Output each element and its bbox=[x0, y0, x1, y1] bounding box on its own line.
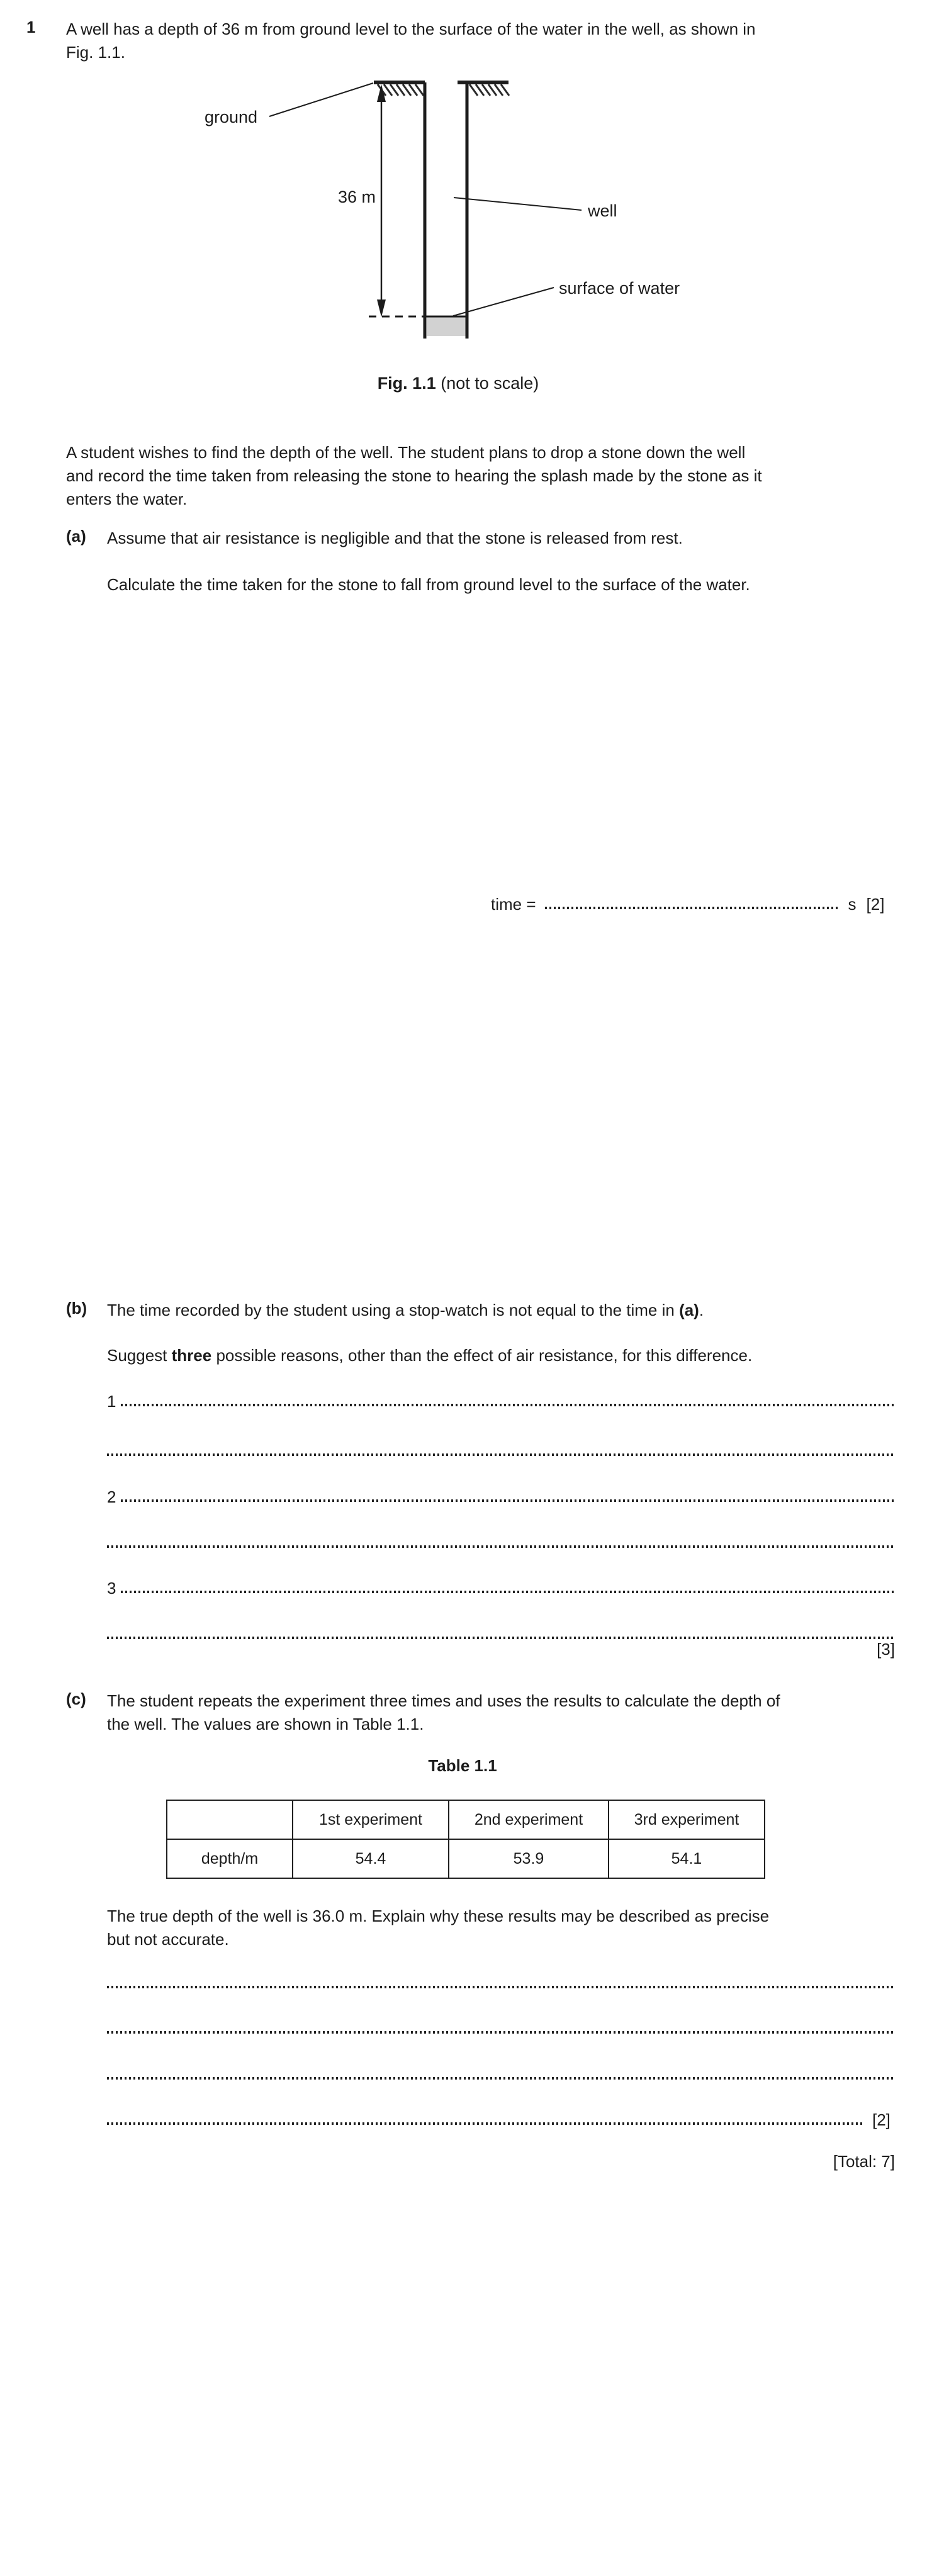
ground-label: ground bbox=[205, 108, 258, 126]
dotted-line bbox=[107, 1453, 895, 1456]
reason-2-line bbox=[107, 1486, 895, 1505]
answer-unit: s bbox=[848, 895, 857, 914]
dotted-line bbox=[107, 2031, 895, 2034]
reason-3-number: 3 bbox=[107, 1579, 116, 1598]
figure-caption-bold: Fig. 1.1 bbox=[377, 374, 436, 393]
setup-paragraph bbox=[66, 441, 909, 511]
part-b-statement-bold: (a) bbox=[679, 1301, 699, 1319]
well-leader-line bbox=[454, 198, 582, 210]
reason-3-line bbox=[107, 1577, 895, 1596]
ground-leader-line bbox=[269, 83, 373, 116]
ground-hatching-right bbox=[469, 84, 509, 96]
reason-2-continuation-line bbox=[107, 1532, 895, 1551]
intro-line-2: Fig. 1.1. bbox=[66, 43, 125, 62]
reason-1-number: 1 bbox=[107, 1392, 116, 1411]
surface-of-water-label: surface of water bbox=[559, 279, 680, 298]
part-c-question bbox=[107, 1905, 906, 1951]
part-c-question-line-1: The true depth of the well is 36.0 m. Explain why these results may be described as precise bbox=[107, 1907, 770, 1925]
setup-line-1: A student wishes to find the depth of the well. The student plans to drop a stone down the well bbox=[66, 443, 746, 462]
value-cell-1: 54.4 bbox=[293, 1839, 449, 1878]
part-c-intro-line-2: the well. The values are shown in Table 1.1. bbox=[107, 1715, 424, 1733]
part-c-intro-line-1: The student repeats the experiment three times and uses the results to calculate the depth of bbox=[107, 1691, 780, 1710]
part-a-marks: [2] bbox=[866, 895, 885, 914]
header-cell-2: 2nd experiment bbox=[449, 1800, 609, 1839]
table-title: Table 1.1 bbox=[428, 1756, 497, 1775]
part-b-label: (b) bbox=[66, 1299, 87, 1318]
ground-hatching-left bbox=[378, 84, 424, 96]
part-c-answer-line-3 bbox=[107, 2064, 895, 2083]
setup-line-2: and record the time taken from releasing the stone to hearing the splash made by the stone as it bbox=[66, 466, 762, 485]
part-a-answer-line bbox=[491, 893, 900, 912]
part-b-statement-post: . bbox=[699, 1301, 704, 1319]
dotted-line bbox=[121, 1404, 895, 1406]
question-number: 1 bbox=[26, 18, 36, 36]
dotted-line bbox=[121, 1591, 895, 1593]
intro-line-1: A well has a depth of 36 m from ground level to the surface of the water in the well, as shown in bbox=[66, 20, 756, 38]
results-table bbox=[166, 1800, 765, 1879]
dotted-line bbox=[107, 1986, 895, 1988]
dotted-line bbox=[107, 1637, 895, 1639]
well-figure bbox=[189, 74, 724, 414]
empty-header-cell bbox=[167, 1800, 293, 1839]
value-cell-3: 54.1 bbox=[609, 1839, 765, 1878]
question-intro bbox=[66, 18, 906, 64]
reason-1-line bbox=[107, 1391, 895, 1409]
part-c-intro bbox=[107, 1689, 906, 1736]
part-b-suggest-post: possible reasons, other than the effect of air resistance, for this difference. bbox=[211, 1346, 753, 1365]
part-c-question-line-2: but not accurate. bbox=[107, 1930, 229, 1949]
answer-dotted-line bbox=[545, 907, 840, 909]
part-a-instruction: Calculate the time taken for the stone to fall from ground level to the surface of the water. bbox=[107, 575, 750, 594]
dotted-line bbox=[107, 2077, 895, 2080]
setup-line-3: enters the water. bbox=[66, 490, 188, 508]
question-total-marks: [Total: 7] bbox=[833, 2152, 895, 2171]
figure-caption bbox=[378, 374, 539, 393]
figure-caption-normal: (not to scale) bbox=[435, 374, 539, 393]
dotted-line bbox=[107, 1545, 895, 1548]
part-c-answer-line-4 bbox=[107, 2109, 895, 2128]
part-c-marks: [2] bbox=[872, 2110, 891, 2129]
part-c-answer-line-2 bbox=[107, 2018, 895, 2037]
part-c-label: (c) bbox=[66, 1689, 86, 1708]
header-cell-3: 3rd experiment bbox=[609, 1800, 765, 1839]
well-label: well bbox=[588, 201, 617, 220]
part-c-answer-line-1 bbox=[107, 1973, 895, 1991]
part-a-label: (a) bbox=[66, 527, 86, 546]
depth-label: 36 m bbox=[337, 188, 376, 206]
part-b-suggest-pre: Suggest bbox=[107, 1346, 172, 1365]
reason-3-continuation-line bbox=[107, 1623, 895, 1642]
table-header-row bbox=[167, 1800, 765, 1839]
row-header-cell: depth/m bbox=[167, 1839, 293, 1878]
answer-prefix: time = bbox=[491, 895, 536, 914]
dotted-line bbox=[121, 1499, 895, 1502]
part-b-suggest-bold: three bbox=[171, 1346, 212, 1365]
water-fill bbox=[427, 316, 466, 336]
arrowhead-down bbox=[377, 300, 386, 317]
value-cell-2: 53.9 bbox=[449, 1839, 609, 1878]
reason-1-continuation-line bbox=[107, 1440, 895, 1459]
part-b-suggest bbox=[107, 1344, 903, 1367]
part-b-statement bbox=[107, 1299, 903, 1322]
reason-2-number: 2 bbox=[107, 1487, 116, 1506]
part-a-statement: Assume that air resistance is negligible and that the stone is released from rest. bbox=[107, 529, 683, 547]
part-b-statement-pre: The time recorded by the student using a stop-watch is not equal to the time in bbox=[107, 1301, 680, 1319]
header-cell-1: 1st experiment bbox=[293, 1800, 449, 1839]
table-data-row bbox=[167, 1839, 765, 1878]
part-b-marks: [3] bbox=[877, 1640, 895, 1659]
dotted-line bbox=[107, 2122, 862, 2125]
